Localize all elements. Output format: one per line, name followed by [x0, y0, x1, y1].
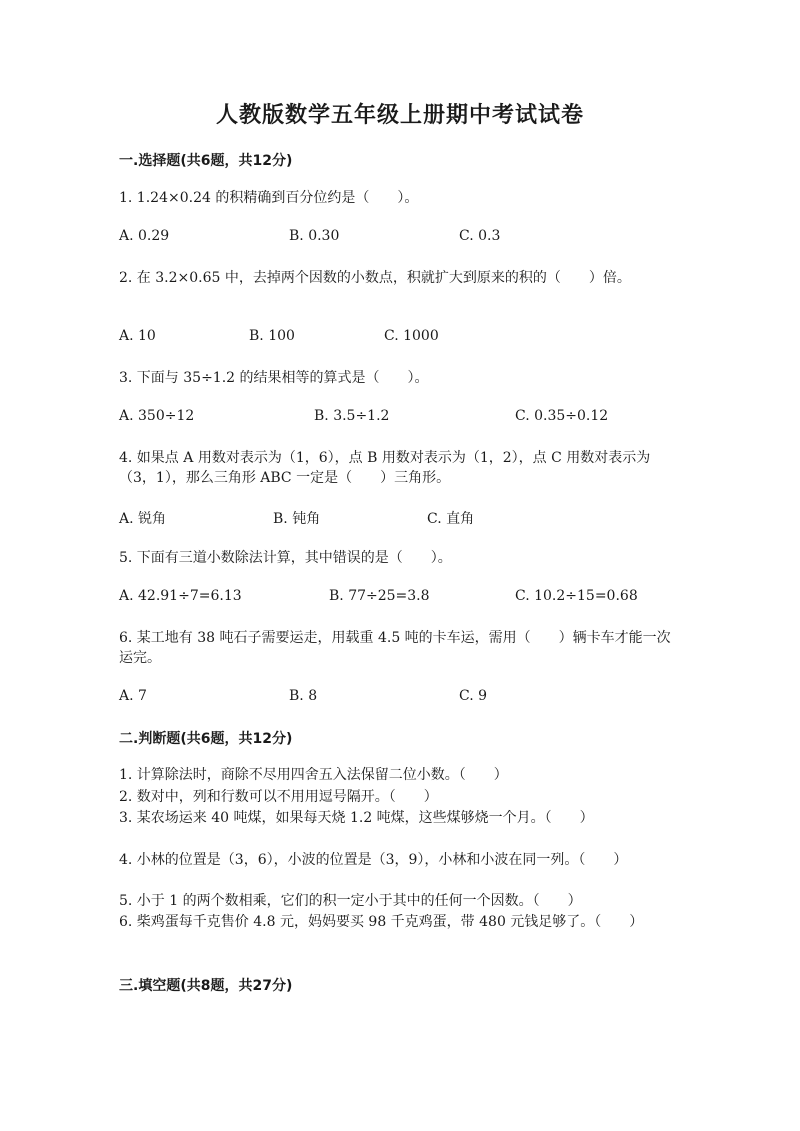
- choice-options-1: [119, 228, 699, 248]
- choice-question-5: 5. 下面有三道小数除法计算，其中错误的是（ ）。: [119, 550, 452, 566]
- choice-options-4: [119, 508, 699, 528]
- choice-options-5: [119, 588, 699, 608]
- option-a: A. 0.29: [119, 228, 170, 244]
- option-b: B. 8: [289, 688, 318, 704]
- choice-question-1: 1. 1.24×0.24 的积精确到百分位约是（ ）。: [119, 190, 419, 206]
- option-b: B. 100: [249, 328, 295, 344]
- option-b: B. 77÷25=3.8: [329, 588, 430, 604]
- choice-options-6: [119, 688, 699, 708]
- choice-options-3: [119, 408, 699, 428]
- option-a: A. 42.91÷7=6.13: [119, 588, 242, 604]
- option-c: C. 9: [459, 688, 488, 704]
- judge-question-5: 5. 小于 1 的两个数相乘，它们的积一定小于其中的任何一个因数。（ ）: [119, 893, 582, 909]
- choice-question-2: 2. 在 3.2×0.65 中，去掉两个因数的小数点，积就扩大到原来的积的（ ）倍。: [119, 270, 631, 286]
- option-c: C. 0.3: [459, 228, 501, 244]
- option-c: C. 0.35÷0.12: [515, 408, 609, 424]
- option-c: C. 1000: [384, 328, 439, 344]
- option-c: C. 直角: [427, 511, 475, 527]
- choice-question-4: 4. 如果点 A 用数对表示为（1，6），点 B 用数对表示为（1，2），点 C 用数对表示为（3，1），那么三角形 ABC 一定是（ ）三角形。: [119, 450, 651, 486]
- option-b: B. 3.5÷1.2: [314, 408, 390, 424]
- option-b: B. 0.30: [289, 228, 340, 244]
- option-a: A. 7: [119, 688, 147, 704]
- option-b: B. 钝角: [273, 511, 321, 527]
- judge-question-4: 4. 小林的位置是（3，6），小波的位置是（3，9），小林和小波在同一列。（ ）: [119, 852, 628, 868]
- section-heading-choice: 一.选择题(共6题，共12分): [119, 153, 293, 169]
- option-a: A. 350÷12: [119, 408, 195, 424]
- judge-question-6: 6. 柴鸡蛋每千克售价 4.8 元，妈妈要买 98 千克鸡蛋，带 480 元钱足够了。（ ）: [119, 914, 644, 930]
- choice-question-3: 3. 下面与 35÷1.2 的结果相等的算式是（ ）。: [119, 370, 429, 386]
- page-title: 人教版数学五年级上册期中考试试卷: [215, 102, 584, 128]
- judge-question-2: 2. 数对中，列和行数可以不用用逗号隔开。（ ）: [119, 789, 438, 805]
- choice-options-2: [119, 328, 699, 348]
- judge-question-1: 1. 计算除法时，商除不尽用四舍五入法保留二位小数。（ ）: [119, 767, 508, 783]
- option-a: A. 锐角: [119, 511, 167, 527]
- choice-question-6: 6. 某工地有 38 吨石子需要运走，用载重 4.5 吨的卡车运，需用（ ）辆卡车才能一次运完。: [119, 630, 671, 666]
- option-a: A. 10: [119, 328, 156, 344]
- judge-question-3: 3. 某农场运来 40 吨煤，如果每天烧 1.2 吨煤，这些煤够烧一个月。（ ）: [119, 810, 594, 826]
- option-c: C. 10.2÷15=0.68: [515, 588, 638, 604]
- section-heading-judge: 二.判断题(共6题，共12分): [119, 731, 293, 747]
- section-heading-fill: 三.填空题(共8题，共27分): [119, 978, 293, 994]
